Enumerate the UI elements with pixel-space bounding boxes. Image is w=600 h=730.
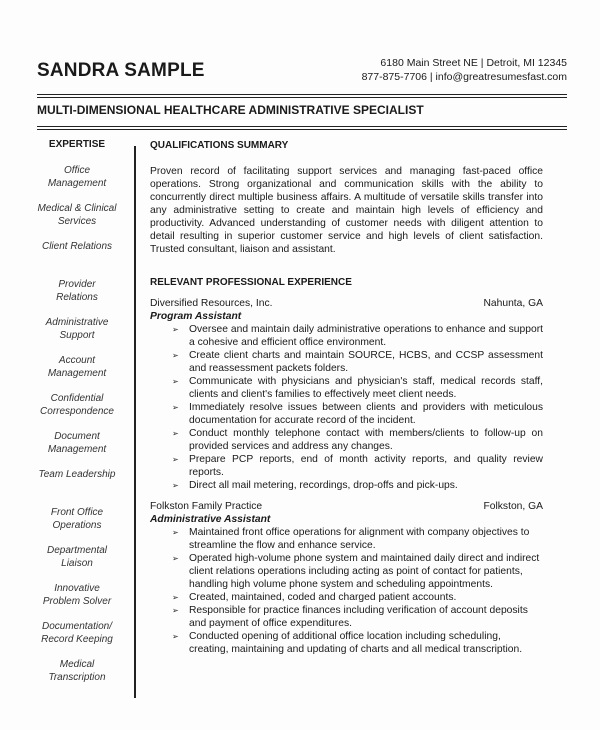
bullet-item: ➢ Immediately resolve issues between clients and providers with meticulous documentation for accurate record of the incident. <box>172 401 543 427</box>
job-location: Folkston, GA <box>483 501 543 512</box>
phone-email: 877-875-7706 | info@greatresumesfast.com <box>361 71 567 83</box>
bullet-item: ➢ Maintained front office operations for alignment with company objectives to streamline the flow and enhance service. <box>172 526 543 552</box>
expertise-line: Relations <box>56 292 98 303</box>
contact-info <box>362 56 567 84</box>
expertise-item <box>30 620 124 658</box>
expertise-heading: EXPERTISE <box>48 139 106 150</box>
main-column <box>150 139 543 656</box>
bullet-item: ➢ Prepare PCP reports, end of month activity reports, and quality review reports. <box>172 453 543 479</box>
expertise-line: Operations <box>52 520 102 531</box>
bullet-item: ➢ Create client charts and maintain SOURCE, HCBS, and CCSP assessment and reassessment packets folders. <box>172 349 543 375</box>
expertise-item <box>30 316 124 354</box>
expertise-line: Client Relations <box>41 241 113 252</box>
expertise-line: Medical <box>59 659 95 670</box>
expertise-item <box>30 468 124 506</box>
expertise-line: Document <box>54 431 100 442</box>
divider <box>37 126 567 130</box>
job-role: Program Assistant <box>150 311 242 322</box>
expertise-line: Management <box>47 178 107 189</box>
expertise-item <box>30 658 124 696</box>
expertise-column <box>30 139 124 696</box>
bullet-item: ➢ Communicate with physicians and physician's staff, medical records staff, clients and client's families to effectively meet client needs. <box>172 375 543 401</box>
bullet-item: ➢ Conduct monthly telephone contact with members/clients to follow-up on provided services and address any changes. <box>172 427 543 453</box>
bullet-item: ➢ Operated high-volume phone system and maintained daily direct and indirect client relations operations including acting as point of contact for patients, handling high volume phone system and scheduling appointments. <box>172 552 543 591</box>
summary-text: Proven record of facilitating support services and managing fast-paced office operations. Strong organizational and communication skills with the ability to concurrently direct multiple business affairs. A multitude of versatile skills transfer into any administrative setting to create and maintain high levels of efficiency and productivity. Advanced understanding of customer needs with diligent attention to detail resulting in superior customer service and high levels of client satisfaction. Trusted consultant, liaison and assistant. <box>150 166 543 255</box>
job-location: Nahunta, GA <box>483 298 543 309</box>
expertise-item <box>30 544 124 582</box>
bullet-item: ➢ Direct all mail metering, recordings, drop-offs and pick-ups. <box>172 479 543 492</box>
expertise-line: Management <box>47 368 107 379</box>
expertise-item <box>30 202 124 240</box>
expertise-line: Innovative <box>54 583 100 594</box>
bullet-list <box>172 323 543 492</box>
expertise-item <box>30 164 124 202</box>
expertise-item <box>30 354 124 392</box>
bullet-item: ➢ Oversee and maintain daily administrative operations to enhance and support a cohesive and efficient office environment. <box>172 323 543 349</box>
expertise-line: Liaison <box>61 558 93 569</box>
expertise-line: Services <box>57 216 97 227</box>
expertise-line: Office <box>63 165 91 176</box>
expertise-item <box>30 240 124 278</box>
expertise-item <box>30 506 124 544</box>
divider <box>37 94 567 98</box>
expertise-line: Account <box>58 355 96 366</box>
expertise-item <box>30 430 124 468</box>
expertise-line: Correspondence <box>40 406 114 417</box>
job-role: Administrative Assistant <box>150 514 271 525</box>
bullet-item: ➢ Conducted opening of additional office location including scheduling, creating, maintaining and updating of charts and all medical transcription. <box>172 630 543 656</box>
professional-title: MULTI-DIMENSIONAL HEALTHCARE ADMINISTRATIVE SPECIALIST <box>37 103 424 117</box>
experience-heading: RELEVANT PROFESSIONAL EXPERIENCE <box>150 277 352 288</box>
expertise-line: Front Office <box>50 507 104 518</box>
expertise-line: Medical & Clinical <box>37 203 117 214</box>
expertise-line: Documentation/ <box>41 621 113 632</box>
expertise-line: Transcription <box>48 672 106 683</box>
bullet-list <box>172 526 543 656</box>
expertise-line: Administrative <box>45 317 109 328</box>
expertise-line: Confidential <box>50 393 104 404</box>
job-entry <box>150 297 543 492</box>
column-divider <box>134 146 136 698</box>
summary-heading: QUALIFICATIONS SUMMARY <box>150 140 289 151</box>
expertise-line: Team Leadership <box>38 469 116 480</box>
candidate-name: SANDRA SAMPLE <box>37 60 205 81</box>
company-name: Folkston Family Practice <box>150 501 263 512</box>
expertise-line: Management <box>47 444 107 455</box>
expertise-line: Departmental <box>46 545 108 556</box>
expertise-item <box>30 582 124 620</box>
expertise-line: Record Keeping <box>41 634 113 645</box>
expertise-item <box>30 392 124 430</box>
job-entry <box>150 500 543 656</box>
expertise-line: Support <box>59 330 95 341</box>
bullet-item: ➢ Created, maintained, coded and charged patient accounts. <box>172 591 543 604</box>
expertise-line: Provider <box>58 279 96 290</box>
bullet-item: ➢ Responsible for practice finances including verification of account deposits and payment of office expenditures. <box>172 604 543 630</box>
expertise-line: Problem Solver <box>42 596 112 607</box>
expertise-item <box>30 278 124 316</box>
company-name: Diversified Resources, Inc. <box>150 298 273 309</box>
address: 6180 Main Street NE | Detroit, MI 12345 <box>380 57 567 69</box>
